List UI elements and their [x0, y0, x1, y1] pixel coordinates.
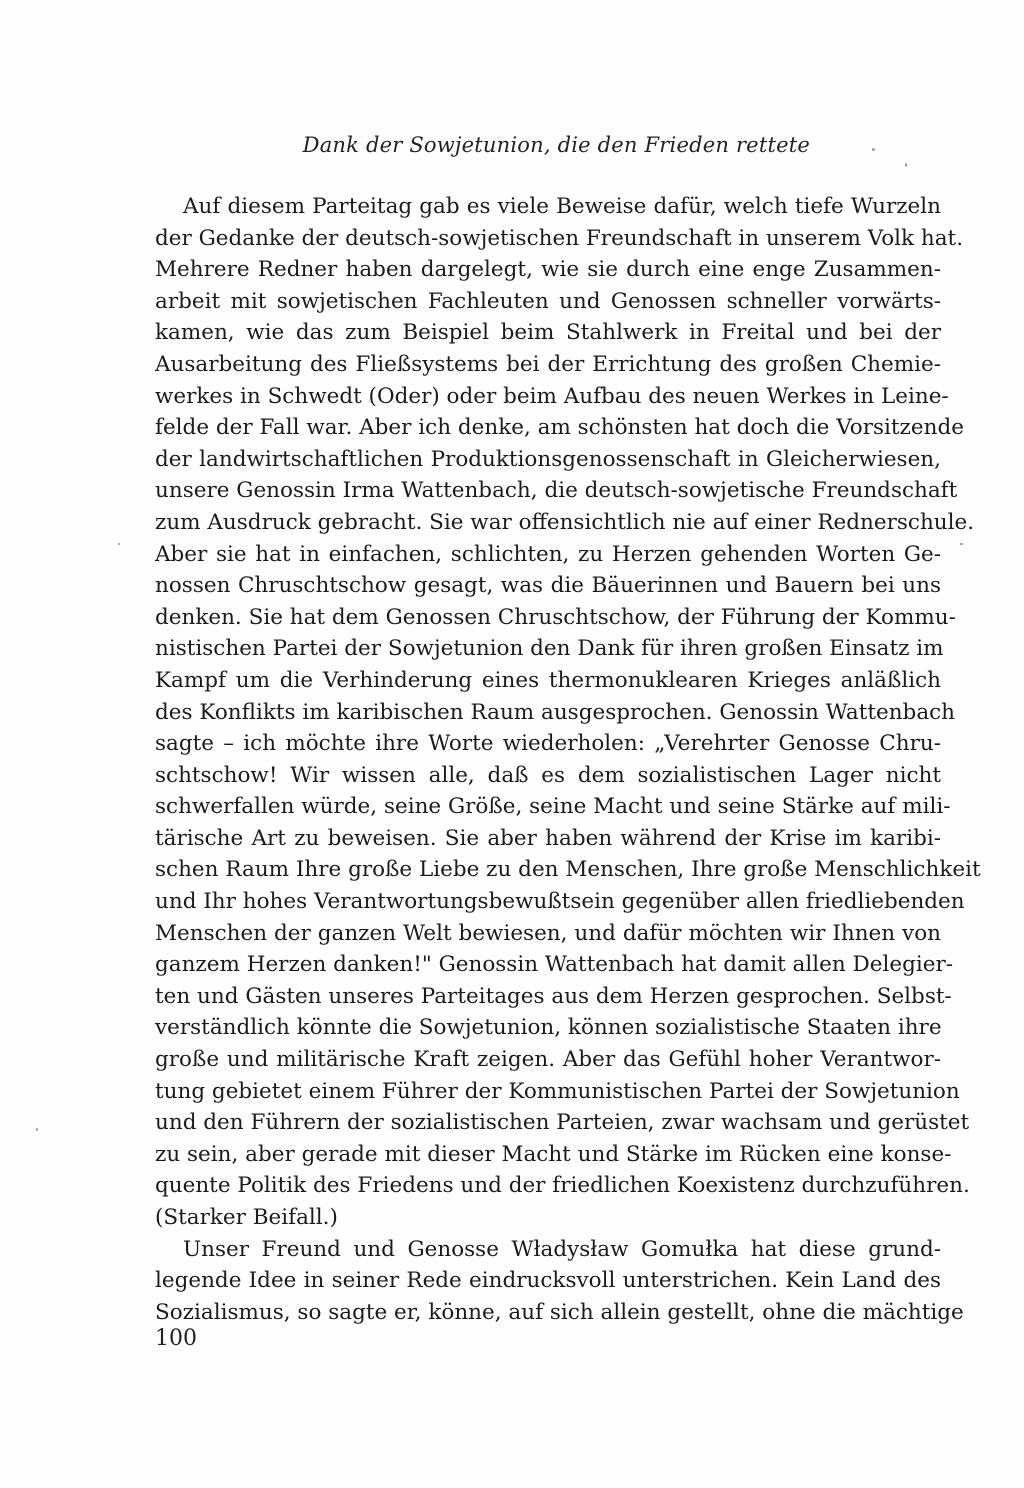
text-line: werkes in Schwedt (Oder) oder beim Aufbau des neuen Werkes in Leine-	[155, 383, 949, 409]
text-line: Menschen der ganzen Welt bewiesen, und dafür möchten wir Ihnen von	[155, 920, 941, 946]
text-line: tung gebietet einem Führer der Kommunistischen Partei der Sowjetunion	[155, 1078, 960, 1104]
text-line: nistischen Partei der Sowjetunion den Dank für ihren großen Einsatz im	[155, 636, 944, 662]
text-line: tärische Art zu beweisen. Sie aber haben während der Krise im karibi-	[155, 825, 941, 851]
text-line: Sozialismus, so sagte er, könne, auf sich allein gestellt, ohne die mächtige	[155, 1299, 964, 1325]
text-line: und Ihr hohes Verantwortungsbewußtsein gegenüber allen friedliebenden	[155, 889, 965, 915]
text-line: felde der Fall war. Aber ich denke, am schönsten hat doch die Vorsitzende	[155, 415, 964, 441]
scan-speck	[872, 148, 875, 151]
text-line: unsere Genossin Irma Wattenbach, die deutsch-sowjetische Freundschaft	[155, 478, 958, 504]
text-line: nossen Chruschtschow gesagt, was die Bäuerinnen und Bauern bei uns	[155, 573, 941, 599]
text-line: des Konflikts im karibischen Raum ausgesprochen. Genossin Wattenbach	[155, 699, 956, 725]
text-line: quente Politik des Friedens und der friedlichen Koexistenz durchzuführen.	[155, 1173, 970, 1199]
text-line: sagte – ich möchte ihre Worte wiederholen: „Verehrter Genosse Chru-	[155, 731, 941, 757]
text-line: ganzem Herzen danken!" Genossin Wattenbach hat damit allen Delegier-	[155, 952, 953, 978]
text-line: schtschow! Wir wissen alle, daß es dem sozialistischen Lager nicht	[155, 762, 941, 788]
paragraph-2	[155, 1234, 964, 1329]
text-line: verständlich könnte die Sowjetunion, können sozialistische Staaten ihre	[155, 1015, 942, 1041]
text-line: und den Führern der sozialistischen Parteien, zwar wachsam und gerüstet	[155, 1110, 970, 1136]
scan-speck	[960, 543, 963, 545]
text-line: Ausarbeitung des Fließsystems bei der Errichtung des großen Chemie-	[155, 351, 941, 377]
text-line: schen Raum Ihre große Liebe zu den Menschen, Ihre große Menschlichkeit	[155, 857, 981, 883]
body-text	[155, 191, 981, 1328]
text-line: Auf diesem Parteitag gab es viele Beweise dafür, welch tiefe Wurzeln	[183, 194, 941, 219]
text-line: Aber sie hat in einfachen, schlichten, zu Herzen gehenden Worten Ge-	[155, 541, 941, 567]
text-line: der Gedanke der deutsch-sowjetischen Freundschaft in unserem Volk hat.	[155, 225, 964, 251]
text-line: zu sein, aber gerade mit dieser Macht und Stärke im Rücken eine konse-	[155, 1141, 952, 1167]
text-line: zum Ausdruck gebracht. Sie war offensichtlich nie auf einer Rednerschule.	[155, 509, 975, 535]
text-line: große und militärische Kraft zeigen. Aber das Gefühl hoher Verantwor-	[155, 1047, 941, 1073]
text-line: legende Idee in seiner Rede eindrucksvoll unterstrichen. Kein Land des	[155, 1268, 941, 1294]
scan-speck	[36, 1128, 38, 1131]
text-line: arbeit mit sowjetischen Fachleuten und Genossen schneller vorwärts-	[155, 288, 941, 314]
text-line: kamen, wie das zum Beispiel beim Stahlwerk in Freital und bei der	[155, 320, 941, 346]
scan-speck	[905, 163, 907, 167]
page-number: 100	[155, 1326, 197, 1351]
paragraph-1	[155, 191, 981, 1234]
running-heading: Dank der Sowjetunion, die den Frieden rettete	[302, 133, 810, 157]
text-line: Unser Freund und Genosse Władysław Gomułka hat diese grund-	[183, 1236, 941, 1262]
text-line: ten und Gästen unseres Parteitages aus dem Herzen gesprochen. Selbst-	[155, 983, 952, 1009]
scan-speck	[118, 543, 120, 545]
text-line: (Starker Beifall.)	[155, 1205, 338, 1230]
text-line: der landwirtschaftlichen Produktionsgenossenschaft in Gleicherwiesen,	[155, 446, 941, 472]
text-line: schwerfallen würde, seine Größe, seine Macht und seine Stärke auf mili-	[155, 794, 951, 820]
text-line: denken. Sie hat dem Genossen Chruschtschow, der Führung der Kommu-	[155, 604, 956, 630]
text-line: Kampf um die Verhinderung eines thermonuklearen Krieges anläßlich	[155, 667, 941, 693]
text-line: Mehrere Redner haben dargelegt, wie sie durch eine enge Zusammen-	[155, 257, 941, 283]
